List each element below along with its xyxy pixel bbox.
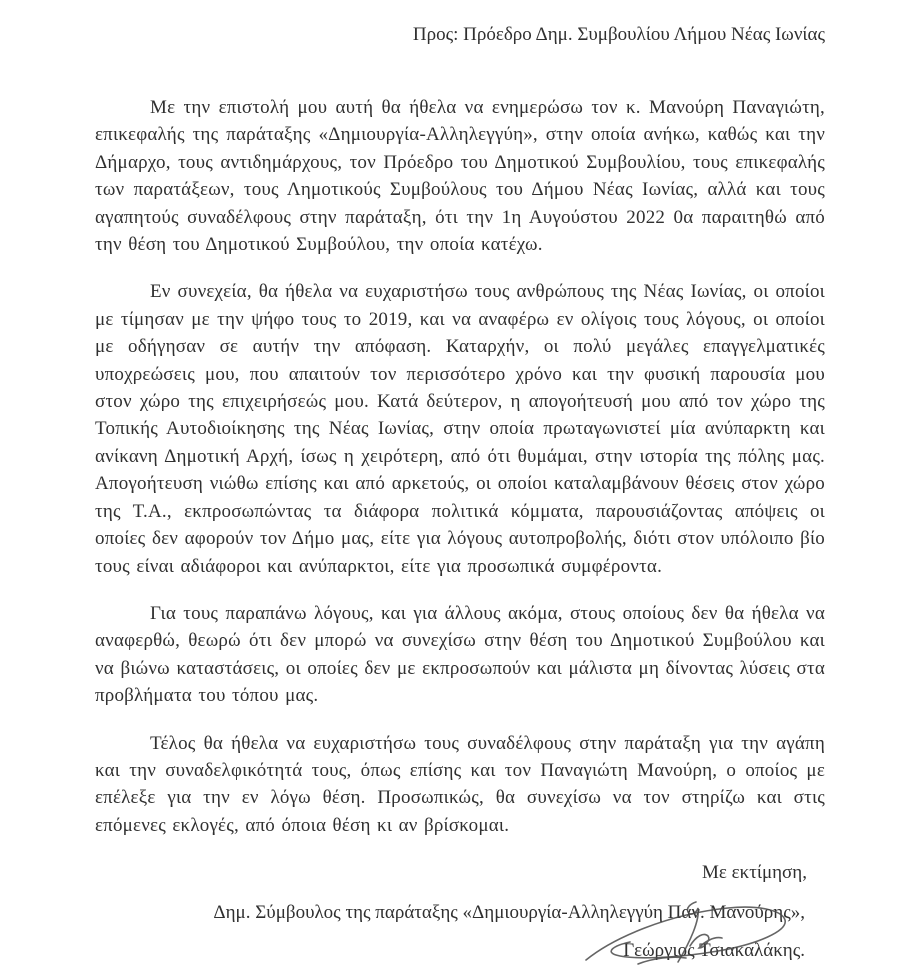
recipient-line: Προς: Πρόεδρο Δημ. Συμβουλίου Λήμου Νέας Ιωνίας — [412, 24, 825, 45]
attribution-line: Δημ. Σύμβουλος της παράταξης «Δημιουργία-Αλληλεγγύη Παν. Μανούρης», — [213, 902, 805, 924]
paragraph-reasons: Εν συνεχεία, θα ήθελα να ευχαριστήσω τους ανθρώπους της Νέας Ιωνίας, οι οποίοι με τίμησαν με την ψήφο τους το 2019, και να αναφέρω εν ολίγοις τους λόγους, οι οποίοι με οδήγησαν σε αυτήν την απόφαση. Καταρχήν, οι πολύ μεγάλες επαγγελματικές υποχρεώσεις μου, που απαιτούν τον περισσότερο χρόνο και την φυσική παρουσία μου στον χώρο της επιχειρήσεώς μου. Κατά δεύτερον, η απογοήτευσή μου από τον χώρο της Τοπικής Αυτοδιοίκησης της Νέας Ιωνίας, στην οποία πρωταγωνιστεί μία ανύπαρκτη και ανίκανη Δημοτική Αρχή, ίσως η χειρότερη, από ότι θυμάμαι, στην ιστορία της πόλης μας. Απογοήτευση νιώθω επίσης και από αρκετούς, οι οποίοι καταλαμβάνουν θέσεις στον χώρο της Τ.Α., εκπροσωπώντας τα διάφορα πολιτικά κόμματα, παρουσιάζοντας απόψεις οι οποίες δεν αφορούν τον Δήμο μας, είτε για λόγους αυτοπροβολής, διότι στον υπόλοιπο βίο τους είναι αδιάφοροι και ανύπαρκτοι, είτε για προσωπικά συμφέροντα. — [95, 281, 825, 577]
paragraph-announcement: Με την επιστολή μου αυτή θα ήθελα να ενημερώσω τον κ. Μανούρη Παναγιώτη, επικεφαλής της παράταξης «Δημιουργία-Αλληλεγγύη», στην οποία ανήκω, καθώς και την Δήμαρχο, τους αντιδημάρχους, τον Πρόεδρο του Δημοτικού Συμβουλίου, τους επικεφαλής των παρατάξεων, τους Λημοτικούς Συμβούλους του Δήμου Νέας Ιωνίας, αλλά και τους αγαπητούς συναδέλφους στην παράταξη, ότι την 1η Αυγούστου 2022 0α παραιτηθώ από την θέση του Δημοτικού Συμβούλου, την οποία κατέχω. — [95, 97, 825, 256]
paragraph-thanks: Τέλος θα ήθελα να ευχαριστήσω τους συναδέλφους στην παράταξη για την αγάπη και την συναδελφικότητά τους, όπως επίσης και τον Παναγιώτη Μανούρη, ο οποίος με επέλεξε για την εν λόγω θέση. Προσωπικώς, θα συνεχίσω να τον στηρίζω και στις επόμενες εκλογές, από όποια θέση κι αν βρίσκομαι. — [95, 732, 825, 836]
handwritten-signature-icon — [578, 898, 798, 967]
signature — [578, 898, 798, 967]
signatory-name: Γεώργιος Τσιακαλάκης. — [623, 940, 805, 962]
closing-salutation: Με εκτίμηση, — [702, 862, 807, 884]
letter-body — [95, 0, 825, 964]
paragraph-conclusion: Για τους παραπάνω λόγους, και για άλλους ακόμα, στους οποίους δεν θα ήθελα να αναφερθώ, θεωρώ ότι δεν μπορώ να συνεχίσω στην θέση του Δημοτικού Συμβούλου και να βιώνω καταστάσεις, οι οποίες δεν με εκπροσωπούν και μάλιστα μη δίνοντας λύσεις στα προβλήματα του τόπου μας. — [95, 602, 825, 707]
